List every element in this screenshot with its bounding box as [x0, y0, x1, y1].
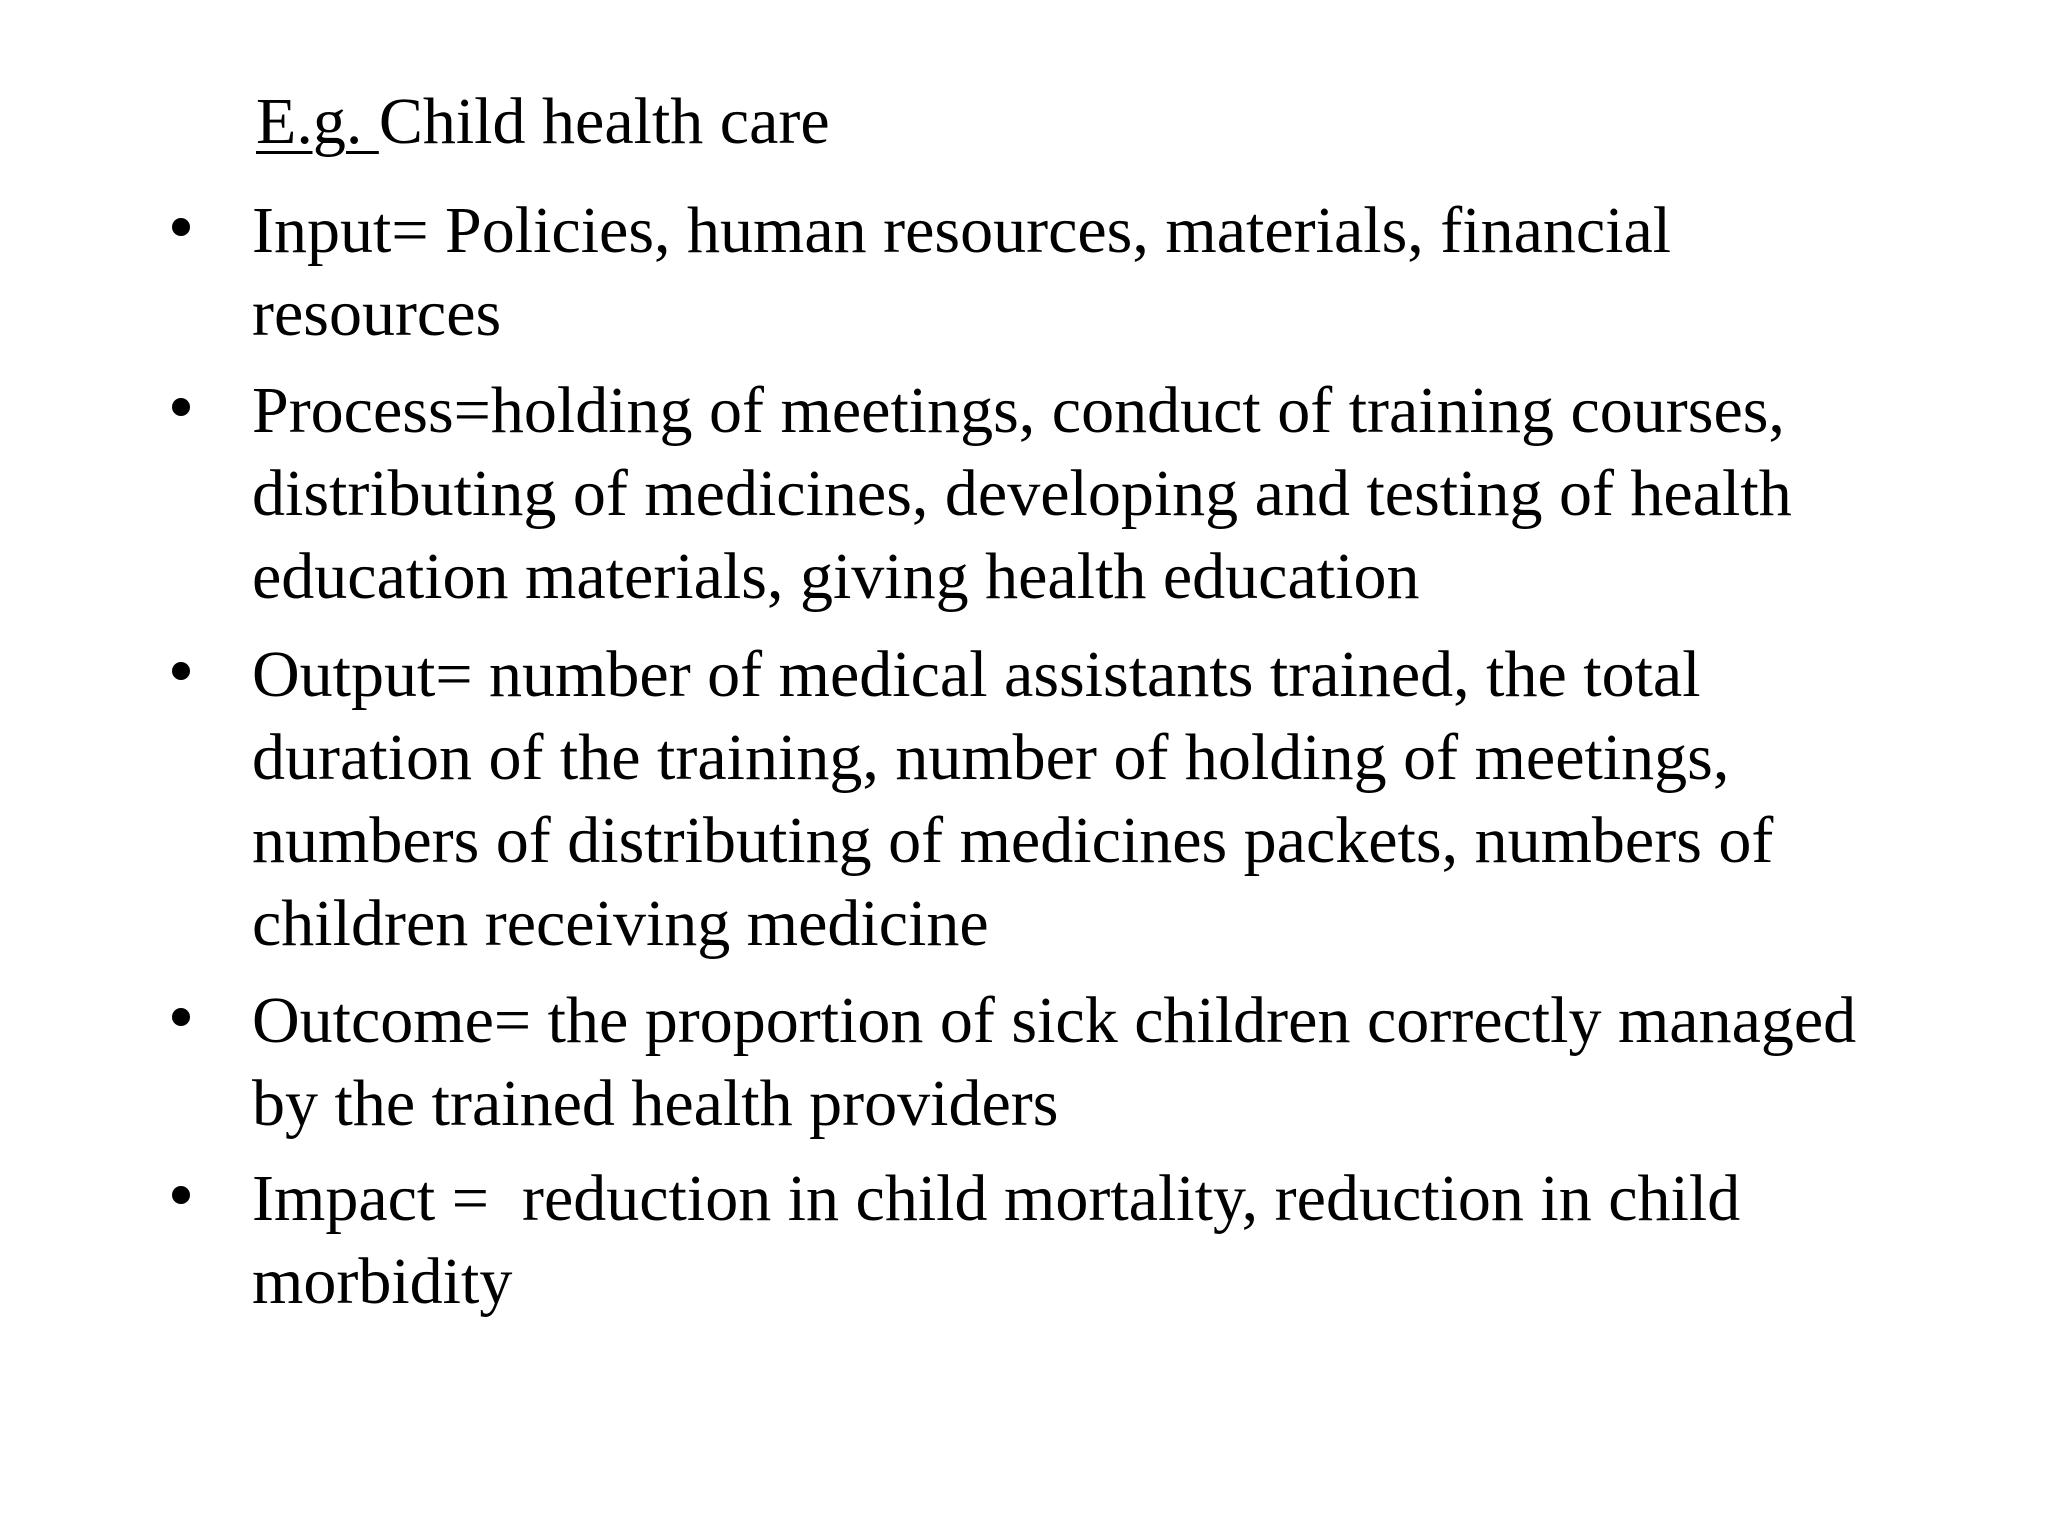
heading-text: Child health care — [378, 85, 830, 158]
bullet-icon — [172, 398, 190, 416]
bullet-process — [252, 369, 1902, 618]
bullet-output-text: Output= number of medical assistants trained, the total duration of the training, number of holding of meetings, numbers of distributing of medicines packets, numbers of children receiving medicine — [252, 638, 1774, 960]
bullet-icon — [172, 1186, 190, 1204]
bullet-input-text: Input= Policies, human resources, materials, financial resources — [252, 194, 1672, 350]
bullet-output — [252, 633, 1902, 965]
bullet-outcome-text: Outcome= the proportion of sick children correctly managed by the trained health providers — [252, 984, 1857, 1140]
bullet-icon — [172, 1008, 190, 1026]
bullet-outcome — [252, 979, 1902, 1145]
bullet-icon — [172, 662, 190, 680]
bullet-process-text: Process=holding of meetings, conduct of training courses, distributing of medicines, developing and testing of health education materials, giving health education — [252, 374, 1792, 613]
bullet-input — [252, 189, 1902, 355]
bullet-impact — [252, 1157, 1902, 1323]
heading-prefix: E.g. — [256, 85, 379, 158]
bullet-impact-text: Impact = reduction in child mortality, reduction in child morbidity — [252, 1162, 1757, 1318]
bullet-icon — [172, 218, 190, 236]
